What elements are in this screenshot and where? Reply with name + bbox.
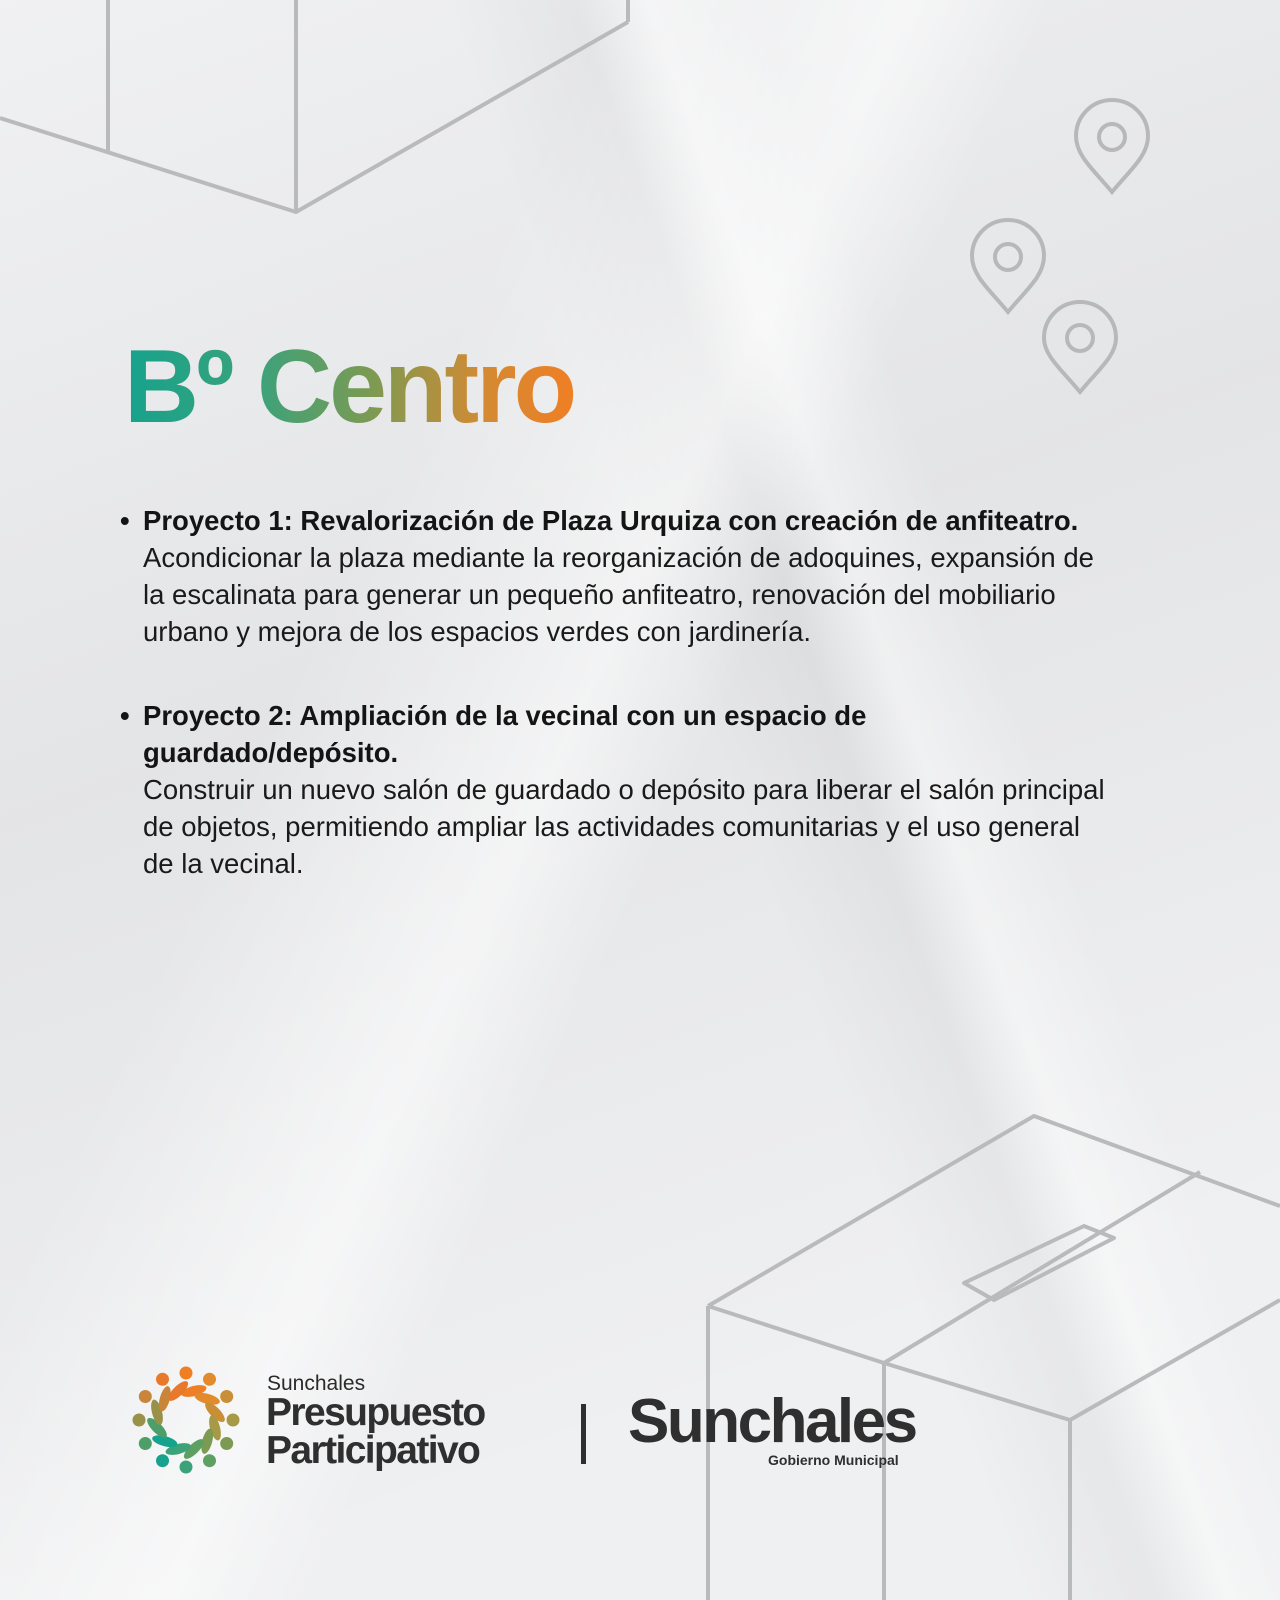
logo-figure-head [133, 1414, 146, 1427]
project-2-title: Proyecto 2: Ampliación de la vecinal con un espacio de guardado/depósito. [143, 700, 867, 768]
list-item-project-1 [120, 502, 1110, 650]
brand-city: Sunchales [267, 1372, 366, 1395]
logo-figure-head [203, 1373, 216, 1386]
bullet-icon: • [120, 700, 130, 731]
brand-line-1: Presupuesto [266, 1391, 485, 1434]
project-2-description: Construir un nuevo salón de guardado o depósito para liberar el salón principal de objetos, permitiendo ampliar las actividades comunitarias y el uso general de la vecinal. [143, 774, 1105, 879]
logo-figure-head [220, 1437, 233, 1450]
municipality-subtitle: Gobierno Municipal [768, 1452, 899, 1468]
bullet-icon: • [120, 505, 130, 536]
logo-figure-head [180, 1461, 193, 1474]
brand-name [266, 1391, 485, 1473]
footer-divider [581, 1404, 586, 1464]
municipality-name: Sunchales [628, 1387, 916, 1456]
logo-figure-head [156, 1454, 169, 1467]
logo-figure-head [220, 1390, 233, 1403]
participation-logo-icon [126, 1360, 246, 1480]
project-1-description: Acondicionar la plaza mediante la reorganización de adoquines, expansión de la escalinata para generar un pequeño anfiteatro, renovación del mobiliario urbano y mejora de los espacios verdes con jardinería. [143, 542, 1094, 647]
logo-figure-head [180, 1367, 193, 1380]
logo-figure-head [203, 1454, 216, 1467]
list-item-project-2 [120, 697, 1110, 882]
logo-figure-head [227, 1414, 240, 1427]
logo-figure-head [156, 1373, 169, 1386]
logo-figure-head [139, 1390, 152, 1403]
project-list [120, 502, 1110, 882]
brand-line-2: Participativo [266, 1429, 480, 1473]
page-title: Bº Centro [124, 329, 575, 445]
logo-figure-head [139, 1437, 152, 1450]
project-1-title: Proyecto 1: Revalorización de Plaza Urquiza con creación de anfiteatro. [143, 505, 1079, 536]
